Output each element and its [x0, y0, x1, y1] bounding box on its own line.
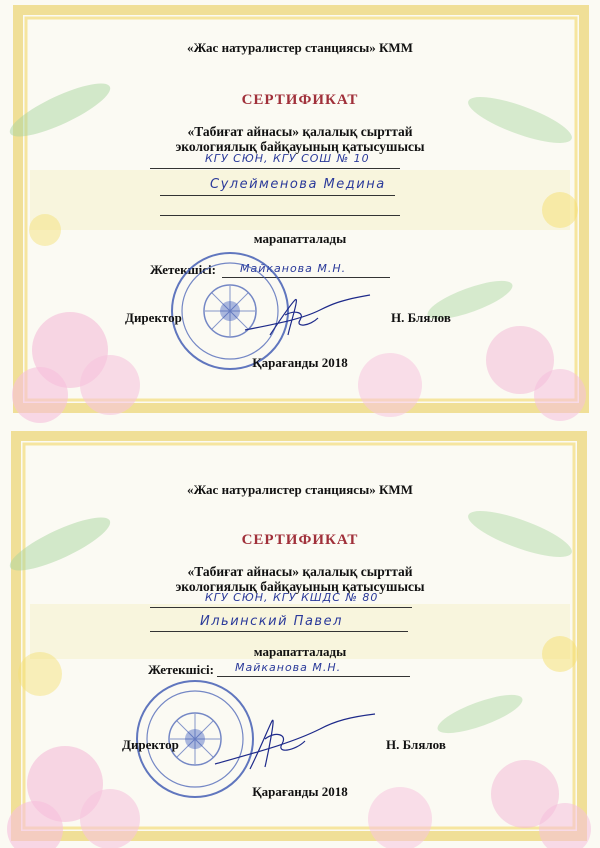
- city-year: Қарағанды 2018: [252, 784, 348, 799]
- subtitle-line-2: экологиялық байқауының қатысушысы: [175, 579, 425, 594]
- awarded-text: марапатталады: [253, 231, 347, 246]
- organization-name: «Жас натуралистер станциясы» КММ: [187, 482, 413, 497]
- certificate-2: [0, 424, 600, 848]
- supervisor-handwritten: Майканова М.Н.: [240, 262, 347, 275]
- supervisor-handwritten: Майканова М.Н.: [235, 661, 342, 674]
- city-year: Қарағанды 2018: [252, 355, 348, 370]
- director-name: Н. Блялов: [391, 310, 451, 325]
- organization-name: «Жас натуралистер станциясы» КММ: [187, 40, 413, 55]
- subtitle-line-2: экологиялық байқауының қатысушысы: [175, 139, 425, 154]
- school-line: [150, 607, 412, 608]
- recipient-name-handwritten: Ильинский Павел: [200, 614, 343, 629]
- director-signature-icon: [210, 709, 380, 779]
- director-label: Директор: [122, 737, 179, 752]
- supervisor-label: Жетекшісі:: [150, 262, 216, 277]
- awarded-text: марапатталады: [253, 644, 347, 659]
- subtitle-line-1: «Табиғат айнасы» қалалық сырттай: [187, 564, 413, 579]
- school-handwritten: КГУ СЮН, КГУ КШДС № 80: [205, 591, 379, 604]
- name-line: [150, 631, 408, 632]
- certificate-title: СЕРТИФИКАТ: [241, 532, 359, 548]
- supervisor-label: Жетекшісі:: [148, 662, 214, 677]
- name-line: [160, 195, 395, 196]
- certificate-title: СЕРТИФИКАТ: [241, 92, 359, 108]
- blank-line: [160, 215, 400, 216]
- director-label: Директор: [125, 310, 182, 325]
- subtitle-line-1: «Табиғат айнасы» қалалық сырттай: [187, 124, 413, 139]
- school-line: [150, 168, 400, 169]
- director-name: Н. Блялов: [386, 737, 446, 752]
- recipient-name-handwritten: Сулейменова Медина: [210, 177, 386, 192]
- director-signature-icon: [240, 290, 380, 345]
- school-handwritten: КГУ СЮН, КГУ СОШ № 10: [205, 152, 370, 165]
